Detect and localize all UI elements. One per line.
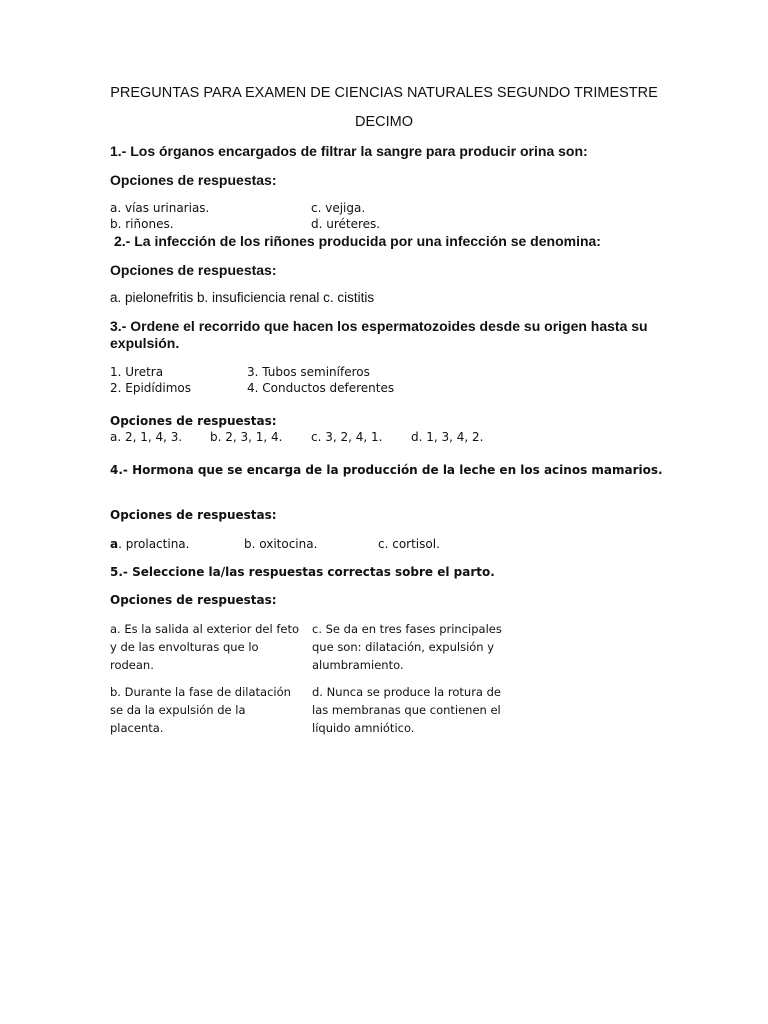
q2-options: a. pielonefritis b. insuficiencia renal c. cistitis xyxy=(110,290,375,305)
question-1: 1.- Los órganos encargados de filtrar la sangre para producir orina son: xyxy=(110,143,588,159)
q1-option-b: b. riñones. xyxy=(110,217,174,231)
q1-option-c: c. vejiga. xyxy=(311,201,366,215)
q5-option-b: b. Durante la fase de dilatación se da la expulsión de la placenta. xyxy=(110,685,291,735)
q5-option-a: a. Es la salida al exterior del feto y de las envolturas que lo rodean. xyxy=(110,622,299,672)
q3-option-c: c. 3, 2, 4, 1. xyxy=(311,430,383,444)
q4-option-b: b. oxitocina. xyxy=(244,537,318,551)
q1-options-label: Opciones de respuestas: xyxy=(110,172,277,188)
exam-title: PREGUNTAS PARA EXAMEN DE CIENCIAS NATURALES SEGUNDO TRIMESTRE xyxy=(110,85,658,101)
q1-option-d: d. uréteres. xyxy=(311,217,381,231)
q3-item-1: 1. Uretra xyxy=(110,365,164,379)
q5-option-c: c. Se da en tres fases principales que son: dilatación, expulsión y alumbramiento. xyxy=(312,622,502,672)
q4-option-a-letter: a xyxy=(110,537,119,551)
question-4: 4.- Hormona que se encarga de la producción de la leche en los acinos mamarios. xyxy=(110,463,663,477)
q4-option-a xyxy=(110,537,189,551)
q3-options-label: Opciones de respuestas: xyxy=(110,414,277,428)
q4-option-c: c. cortisol. xyxy=(378,537,440,551)
question-5: 5.- Seleccione la/las respuestas correctas sobre el parto. xyxy=(110,565,495,579)
q3-option-a: a. 2, 1, 4, 3. xyxy=(110,430,183,444)
q3-item-2: 2. Epidídimos xyxy=(110,381,191,395)
q4-options-label: Opciones de respuestas: xyxy=(110,508,277,522)
q3-option-d: d. 1, 3, 4, 2. xyxy=(411,430,484,444)
question-3: 3.- Ordene el recorrido que hacen los espermatozoides desde su origen hasta su expulsión. xyxy=(110,318,648,351)
q5-options-label: Opciones de respuestas: xyxy=(110,593,277,607)
q1-option-a: a. vías urinarias. xyxy=(110,201,210,215)
question-2: 2.- La infección de los riñones producida por una infección se denomina: xyxy=(114,233,601,249)
q3-item-3: 3. Tubos seminíferos xyxy=(247,365,370,379)
q2-options-label: Opciones de respuestas: xyxy=(110,262,277,278)
q3-option-b: b. 2, 3, 1, 4. xyxy=(210,430,283,444)
q5-option-d: d. Nunca se produce la rotura de las membranas que contienen el líquido amniótico. xyxy=(312,685,502,735)
q4-option-a-text: . prolactina. xyxy=(118,537,190,551)
q3-item-4: 4. Conductos deferentes xyxy=(247,381,395,395)
exam-grade: DECIMO xyxy=(355,114,413,130)
